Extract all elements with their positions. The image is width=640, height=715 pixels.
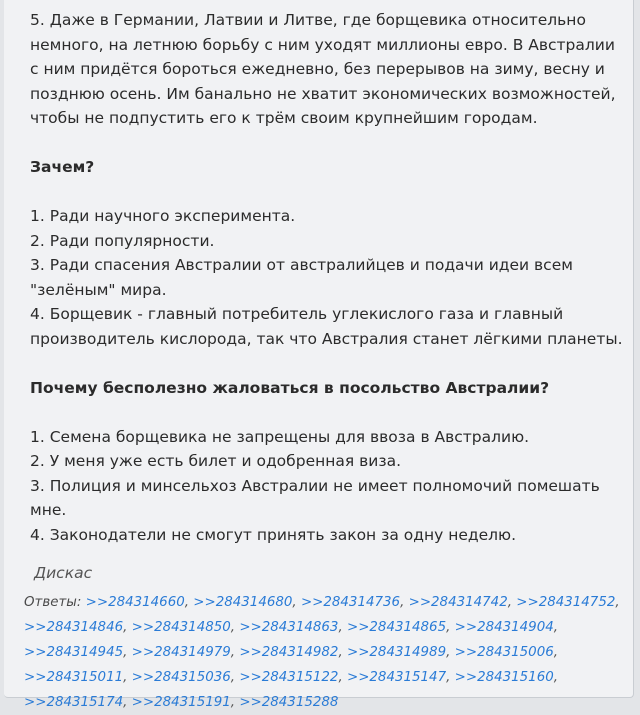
reply-link[interactable]: >>284314989 bbox=[346, 644, 447, 660]
reply-links bbox=[24, 595, 620, 710]
reply-separator: , bbox=[615, 594, 620, 610]
text-line: немного, на летнюю борьбу с ним уходят миллионы евро. В Австралии bbox=[30, 35, 615, 54]
reply-link[interactable]: >>284314865 bbox=[346, 619, 447, 635]
why-heading: Зачем? bbox=[30, 158, 95, 176]
reply-link[interactable]: >>284315288 bbox=[239, 694, 339, 710]
reply-separator: , bbox=[230, 694, 236, 710]
reply-separator: , bbox=[446, 669, 451, 685]
reply-link[interactable]: >>284314850 bbox=[131, 619, 231, 635]
list-item: производитель кислорода, так что Австралия станет лёгкими планеты. bbox=[30, 329, 623, 348]
reply-separator: , bbox=[338, 644, 343, 660]
reply-link[interactable]: >>284314736 bbox=[300, 594, 401, 610]
list-item: "зелёным" мира. bbox=[30, 280, 167, 299]
list-item: 4. Законодатели не смогут принять закон за одну неделю. bbox=[30, 525, 517, 544]
reply-link[interactable]: >>284315006 bbox=[454, 644, 554, 660]
reply-separator: , bbox=[123, 694, 128, 710]
list-item: 2. Ради популярности. bbox=[30, 231, 215, 250]
reply-link[interactable]: >>284315036 bbox=[131, 669, 231, 685]
reply-separator: , bbox=[230, 669, 236, 685]
text-line: позднюю осень. Им банально не хватит экономических возможностей, bbox=[30, 84, 616, 103]
reply-separator: , bbox=[446, 644, 451, 660]
reply-link[interactable]: >>284314979 bbox=[131, 644, 231, 660]
list-item: 3. Ради спасения Австралии от австралийцев и подачи идеи всем bbox=[30, 256, 573, 274]
reply-separator: , bbox=[230, 619, 236, 635]
reply-separator: , bbox=[553, 619, 559, 635]
reply-separator: , bbox=[184, 594, 190, 610]
replies-section bbox=[24, 590, 633, 715]
list-item: 1. Ради научного эксперимента. bbox=[30, 207, 296, 225]
reply-separator: , bbox=[230, 644, 236, 660]
paragraph-5 bbox=[30, 8, 633, 131]
text-line: чтобы не подпустить его к трём своим крупнейшим городам. bbox=[30, 109, 538, 127]
reply-link[interactable]: >>284315011 bbox=[24, 669, 124, 685]
replies-label: Ответы: bbox=[24, 594, 82, 610]
reply-separator: , bbox=[123, 644, 128, 660]
reply-link[interactable]: >>284315191 bbox=[131, 694, 231, 710]
signature: Дискас bbox=[34, 564, 93, 582]
reply-link[interactable]: >>284314982 bbox=[239, 644, 339, 660]
list-item: 4. Борщевик - главный потребитель углекислого газа и главный bbox=[30, 305, 564, 323]
list-item: 1. Семена борщевика не запрещены для ввоза в Австралию. bbox=[30, 427, 530, 446]
reply-link[interactable]: >>284315122 bbox=[239, 669, 339, 685]
reply-separator: , bbox=[553, 669, 559, 685]
reply-separator: , bbox=[446, 619, 451, 635]
list-item: 2. У меня уже есть билет и одобренная виза. bbox=[30, 452, 401, 470]
reply-link[interactable]: >>284314660 bbox=[85, 594, 185, 610]
reply-link[interactable]: >>284314945 bbox=[24, 644, 124, 660]
embassy-heading: Почему бесполезно жаловаться в посольство Австралии? bbox=[30, 378, 550, 397]
reply-separator: , bbox=[338, 619, 343, 635]
reply-separator: , bbox=[123, 619, 128, 635]
reply-separator: , bbox=[338, 669, 343, 685]
reply-link[interactable]: >>284314752 bbox=[516, 594, 616, 610]
reply-link[interactable]: >>284315147 bbox=[346, 669, 447, 685]
reply-link[interactable]: >>284314904 bbox=[454, 619, 554, 635]
reply-separator: , bbox=[507, 594, 512, 610]
text-line: 5. Даже в Германии, Латвии и Литве, где борщевика относительно bbox=[30, 11, 586, 29]
reply-separator: , bbox=[123, 669, 128, 685]
reply-separator: , bbox=[292, 594, 297, 610]
reply-separator: , bbox=[553, 644, 559, 660]
list-item: мне. bbox=[30, 501, 67, 519]
reply-link[interactable]: >>284314846 bbox=[24, 619, 124, 635]
reply-link[interactable]: >>284315174 bbox=[24, 694, 124, 710]
text-line: с ним придётся бороться ежедневно, без перерывов на зиму, весну и bbox=[30, 60, 605, 78]
post-body bbox=[4, 0, 634, 710]
reply-separator: , bbox=[400, 594, 405, 610]
list-item: 3. Полиция и минсельхоз Австралии не имеет полномочий помешать bbox=[30, 476, 600, 495]
reply-link[interactable]: >>284314680 bbox=[193, 594, 293, 610]
why-list bbox=[30, 204, 633, 351]
reply-link[interactable]: >>284314863 bbox=[239, 619, 339, 635]
reply-link[interactable]: >>284314742 bbox=[408, 594, 508, 610]
reply-link[interactable]: >>284315160 bbox=[454, 669, 554, 685]
embassy-list bbox=[30, 425, 633, 548]
